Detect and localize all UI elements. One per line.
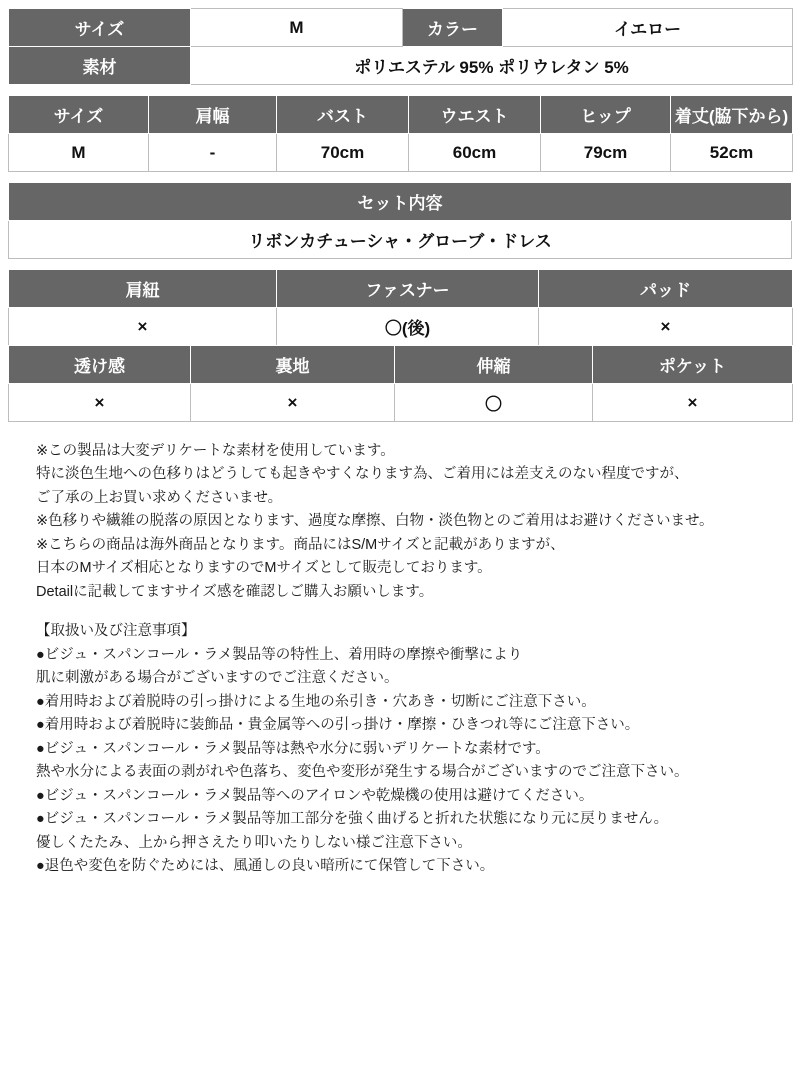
- features-top-table: [8, 269, 793, 346]
- note-line: ●着用時および着脱時の引っ掛けによる生地の糸引き・穴あき・切断にご注意下さい。: [36, 693, 596, 710]
- note-line: ※こちらの商品は海外商品となります。商品にはS/Mサイズと記載がありますが、: [36, 536, 565, 553]
- spacer: [8, 172, 792, 182]
- feature-value-pad: ×: [539, 308, 793, 346]
- measure-value-bust: 70cm: [277, 134, 409, 172]
- measurements-table: [8, 95, 793, 172]
- measure-value-size: M: [9, 134, 149, 172]
- feature-header-lining: 裏地: [191, 346, 395, 384]
- note-line: ●ビジュ・スパンコール・ラメ製品等へのアイロンや乾燥機の使用は避けてください。: [36, 787, 594, 804]
- table-row: [9, 346, 793, 384]
- table-row: [9, 9, 793, 47]
- set-contents-header: セット内容: [9, 183, 792, 221]
- feature-value-stretch: 〇: [395, 384, 593, 422]
- spacer: [8, 259, 792, 269]
- note-line: 優しくたたみ、上から押さえたり叩いたりしない様ご注意下さい。: [36, 834, 472, 851]
- note-line: ご了承の上お買い求めくださいませ。: [36, 489, 283, 506]
- note-line: 日本のMサイズ相応となりますのでMサイズとして販売しております。: [36, 560, 492, 577]
- notes-block-disclaimer: [36, 440, 782, 604]
- spacer: [8, 85, 792, 95]
- table-row: [9, 384, 793, 422]
- note-line: ●ビジュ・スパンコール・ラメ製品等は熱や水分に弱いデリケートな素材です。: [36, 740, 550, 757]
- feature-header-zipper: ファスナー: [277, 270, 539, 308]
- set-contents-value: リボンカチューシャ・グローブ・ドレス: [9, 221, 792, 259]
- table-row: [9, 183, 792, 221]
- feature-header-pocket: ポケット: [593, 346, 793, 384]
- feature-value-pocket: ×: [593, 384, 793, 422]
- note-line: ※色移りや繊維の脱落の原因となります、過度な摩擦、白物・淡色物とのご着用はお避けくださいませ。: [36, 513, 714, 530]
- features-bottom-table: [8, 345, 793, 422]
- spec-table: [8, 8, 793, 85]
- notes-section: [8, 440, 792, 879]
- measure-header-size: サイズ: [9, 96, 149, 134]
- set-contents-table: [8, 182, 792, 259]
- note-line: 肌に刺激がある場合がございますのでご注意ください。: [36, 670, 399, 687]
- spec-label-material: 素材: [9, 47, 191, 85]
- feature-header-stretch: 伸縮: [395, 346, 593, 384]
- spec-value-color: イエロー: [503, 9, 793, 47]
- note-line: ●着用時および着脱時に装飾品・貴金属等への引っ掛け・摩擦・ひきつれ等にご注意下さい。: [36, 717, 640, 734]
- measure-header-waist: ウエスト: [409, 96, 541, 134]
- measure-header-shoulder: 肩幅: [149, 96, 277, 134]
- feature-value-strap: ×: [9, 308, 277, 346]
- note-line: ●ビジュ・スパンコール・ラメ製品等の特性上、着用時の摩擦や衝撃により: [36, 646, 523, 663]
- table-row: [9, 134, 793, 172]
- spec-label-color: カラー: [403, 9, 503, 47]
- table-row: [9, 47, 793, 85]
- note-line: 熱や水分による表面の剥がれや色落ち、変色や変形が発生する場合がございますのでご注意下さい。: [36, 764, 689, 781]
- table-row: [9, 96, 793, 134]
- measure-value-waist: 60cm: [409, 134, 541, 172]
- note-line: 【取扱い及び注意事項】: [36, 623, 196, 640]
- measure-header-length: 着丈(脇下から): [671, 96, 793, 134]
- measure-value-hip: 79cm: [541, 134, 671, 172]
- spec-label-size: サイズ: [9, 9, 191, 47]
- table-row: [9, 270, 793, 308]
- note-line: ●ビジュ・スパンコール・ラメ製品等加工部分を強く曲げると折れた状態になり元に戻りません。: [36, 811, 669, 828]
- feature-value-lining: ×: [191, 384, 395, 422]
- feature-header-strap: 肩紐: [9, 270, 277, 308]
- note-line: 特に淡色生地への色移りはどうしても起きやすくなります為、ご着用には差支えのない程度ですが、: [36, 466, 689, 483]
- measure-header-bust: バスト: [277, 96, 409, 134]
- measure-value-length: 52cm: [671, 134, 793, 172]
- notes-block-handling: [36, 620, 782, 878]
- note-line: ●退色や変色を防ぐためには、風通しの良い暗所にて保管して下さい。: [36, 858, 495, 875]
- measure-value-shoulder: -: [149, 134, 277, 172]
- spec-value-size: M: [191, 9, 403, 47]
- measure-header-hip: ヒップ: [541, 96, 671, 134]
- feature-value-sheerness: ×: [9, 384, 191, 422]
- feature-header-sheerness: 透け感: [9, 346, 191, 384]
- table-row: [9, 308, 793, 346]
- feature-header-pad: パッド: [539, 270, 793, 308]
- table-row: [9, 221, 792, 259]
- note-line: ※この製品は大変デリケートな素材を使用しています。: [36, 443, 395, 459]
- feature-value-zipper: 〇(後): [277, 308, 539, 346]
- note-line: Detailに記載してますサイズ感を確認しご購入お願いします。: [36, 583, 434, 600]
- spec-value-material: ポリエステル 95% ポリウレタン 5%: [191, 47, 793, 85]
